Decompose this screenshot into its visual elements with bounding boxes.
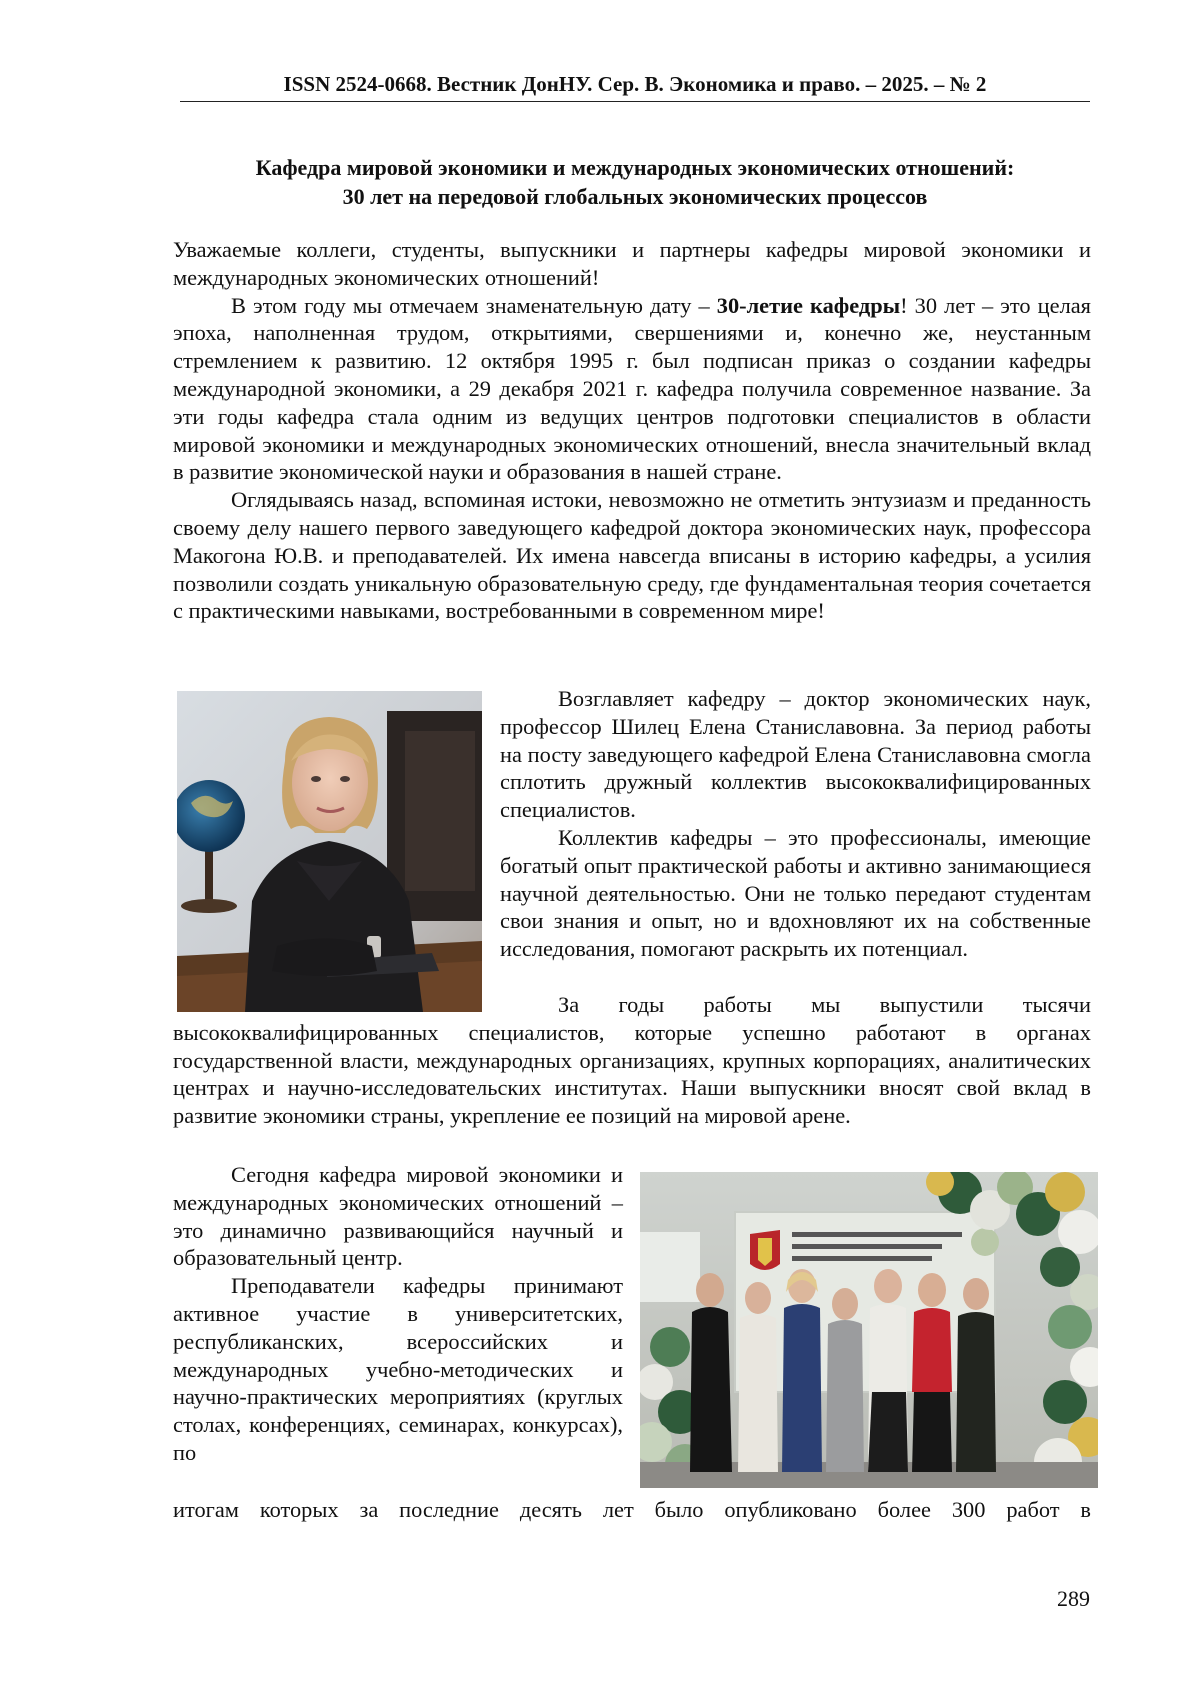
article-title-line-1: Кафедра мировой экономики и международных экономических отношений: [255, 155, 1015, 180]
graduates-section [173, 991, 1091, 1130]
history-paragraph: Оглядываясь назад, вспоминая истоки, невозможно не отметить энтузиазм и преданность своему делу нашего первого заведующего кафедрой доктора экономических наук, профессора Макогона Ю.В. и преподавателей. Их имена навсегда вписаны в историю кафедры, а усилия позволили создать уникальную образовательную среду, где фундаментальная теория сочетается с практическими навыками, востребованными в современном мире! [173, 487, 1091, 624]
anniversary-paragraph [173, 292, 1091, 487]
portrait-photo-image [177, 691, 482, 1012]
article-body-top [173, 236, 1091, 625]
graduates-paragraph: За годы работы мы выпустили тысячи высококвалифицированных специалистов, которые успешно работают в органах государственной власти, международных организациях, крупных корпорациях, аналитических центрах и научно-исследовательских институтах. Наши выпускники вносят свой вклад в развитие экономики страны, укрепление ее позиций на мировой арене. [173, 992, 1091, 1129]
article-body-continuation [173, 1496, 1091, 1524]
page-number: 289 [1057, 1586, 1090, 1611]
header-divider [180, 101, 1090, 102]
group-photo [640, 1172, 1098, 1488]
article-body-beside-group-photo [173, 1161, 623, 1467]
greeting-paragraph: Уважаемые коллеги, студенты, выпускники и партнеры кафедры мировой экономики и международных экономических отношений! [173, 237, 1091, 290]
head-of-department-paragraph: Возглавляет кафедру – доктор экономических наук, профессор Шилец Елена Станиславовна. За период работы на посту заведующего кафедрой Елена Станиславовна смогла сплотить дружный коллектив высококвалифицированных специалистов. [500, 686, 1091, 823]
running-header: ISSN 2524-0668. Вестник ДонНУ. Сер. В. Экономика и право. – 2025. – № 2 [283, 72, 987, 96]
events-paragraph: Преподаватели кафедры принимают активное участие в университетских, республиканских, всероссийских и международных учебно-методических и научно-практических мероприятиях (круглых столах, конференциях, семинарах, конкурсах), по [173, 1273, 623, 1465]
article-body-beside-portrait [500, 685, 1091, 963]
portrait-photo [177, 691, 482, 1012]
anniversary-text-end: ! 30 лет – это целая эпоха, наполненная трудом, открытиями, свершениями и, конечно же, неустанным стремлением к развитию. 12 октября 1995 г. был подписан приказ о создании кафедры международной экономики, а 29 декабря 2021 г. кафедра получила современное название. За эти годы кафедра стала одним из ведущих центров подготовки специалистов в области мировой экономики и международных экономических отношений, внесла значительный вклад в развитие экономической науки и образования в нашей стране. [173, 292, 1091, 485]
anniversary-highlight: 30-летие кафедры [716, 292, 901, 318]
group-photo-image [640, 1172, 1098, 1488]
today-paragraph: Сегодня кафедра мировой экономики и международных экономических отношений – это динамично развивающийся научный и образовательный центр. [173, 1162, 623, 1271]
article-title [170, 153, 1100, 211]
staff-paragraph: Коллектив кафедры – это профессионалы, имеющие богатый опыт практической работы и активно занимающиеся научной деятельностью. Они не только передают студентам свои знания и опыт, но и вдохновляют их на собственные исследования, помогают раскрыть их потенциал. [500, 824, 1091, 962]
article-title-line-2: 30 лет на передовой глобальных экономических процессов [342, 184, 928, 209]
anniversary-text-start: В этом году мы отмечаем знаменательную дату – [231, 292, 717, 318]
continuation-line: итогам которых за последние десять лет было опубликовано более 300 работ в [173, 1497, 1091, 1522]
